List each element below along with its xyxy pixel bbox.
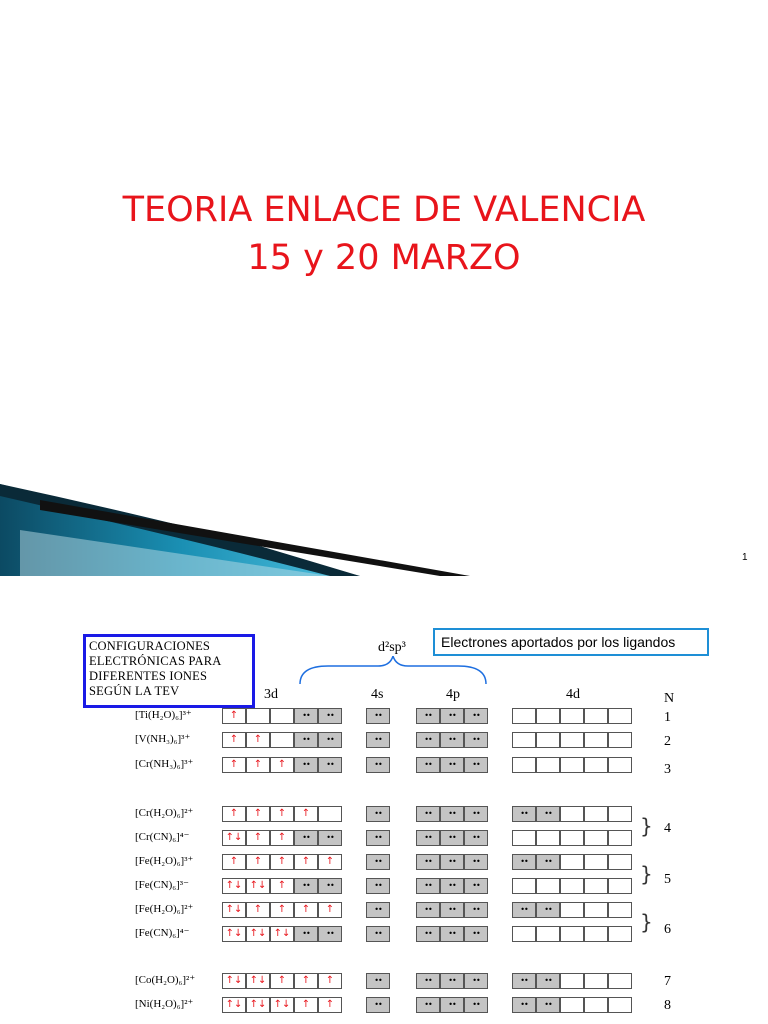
orbital-box: •• bbox=[416, 878, 440, 894]
orbital-box: ↑ bbox=[294, 806, 318, 822]
orbital-box: •• bbox=[416, 830, 440, 846]
orbital-box bbox=[584, 973, 608, 989]
orbital-box: ↑ bbox=[222, 708, 246, 724]
orbital-box bbox=[608, 732, 632, 748]
orbital-box: ↑ bbox=[246, 757, 270, 773]
orbital-box: •• bbox=[318, 926, 342, 942]
orbital-box bbox=[560, 830, 584, 846]
orbital-box: •• bbox=[512, 997, 536, 1013]
orbital-box: •• bbox=[366, 878, 390, 894]
orbital-box bbox=[246, 708, 270, 724]
orbital-box bbox=[560, 732, 584, 748]
orbital-box: •• bbox=[294, 830, 318, 846]
orbital-box: •• bbox=[294, 926, 318, 942]
orbital-box: ↑ bbox=[270, 973, 294, 989]
orbital-box bbox=[608, 757, 632, 773]
orbital-box bbox=[270, 732, 294, 748]
orbital-box: •• bbox=[464, 708, 488, 724]
orbital-box: ↑↓ bbox=[246, 973, 270, 989]
orbital-box: ↑ bbox=[270, 830, 294, 846]
orbital-box bbox=[512, 830, 536, 846]
orbital-box bbox=[560, 878, 584, 894]
orbital-box: •• bbox=[440, 854, 464, 870]
orbital-box: •• bbox=[318, 708, 342, 724]
orbital-box: ↑↓ bbox=[222, 902, 246, 918]
orbital-box: •• bbox=[416, 757, 440, 773]
orbital-box bbox=[608, 854, 632, 870]
orbital-box: •• bbox=[416, 854, 440, 870]
orbital-box: •• bbox=[464, 757, 488, 773]
header-4d: 4d bbox=[566, 687, 580, 702]
orbital-box: •• bbox=[318, 757, 342, 773]
orbital-box: ↑↓ bbox=[222, 878, 246, 894]
n-value: 7 bbox=[664, 974, 671, 989]
config-box-line: ELECTRÓNICAS PARA bbox=[89, 654, 222, 668]
orbital-box bbox=[270, 708, 294, 724]
orbital-box bbox=[512, 732, 536, 748]
n-value: 4 bbox=[664, 821, 671, 836]
orbital-box bbox=[608, 902, 632, 918]
orbital-box bbox=[560, 926, 584, 942]
orbital-box: •• bbox=[464, 732, 488, 748]
orbital-box bbox=[512, 878, 536, 894]
orbital-box bbox=[560, 806, 584, 822]
orbital-box: •• bbox=[536, 997, 560, 1013]
orbital-box: ↑ bbox=[294, 902, 318, 918]
n-value: 6 bbox=[664, 922, 671, 937]
orbital-box: •• bbox=[536, 854, 560, 870]
orbital-box: ↑ bbox=[246, 806, 270, 822]
orbital-box bbox=[584, 878, 608, 894]
orbital-box bbox=[584, 902, 608, 918]
orbital-box: •• bbox=[416, 997, 440, 1013]
orbital-box: •• bbox=[440, 708, 464, 724]
orbital-box: •• bbox=[464, 997, 488, 1013]
ion-formula: [Cr(CN)₆]⁴⁻ bbox=[135, 831, 190, 843]
orbital-box bbox=[560, 854, 584, 870]
slide-number: 1 bbox=[742, 552, 748, 563]
orbital-box: •• bbox=[440, 830, 464, 846]
decorative-wave-graphic bbox=[0, 470, 470, 576]
orbital-box: ↑↓ bbox=[222, 926, 246, 942]
orbital-box: ↑ bbox=[294, 973, 318, 989]
orbital-box bbox=[584, 997, 608, 1013]
ion-formula: [Cr(NH₃)₆]³⁺ bbox=[135, 758, 194, 770]
n-value: 1 bbox=[664, 710, 671, 725]
orbital-box: •• bbox=[416, 806, 440, 822]
orbital-box bbox=[584, 830, 608, 846]
orbital-box: •• bbox=[366, 806, 390, 822]
orbital-box bbox=[584, 806, 608, 822]
orbital-box: •• bbox=[366, 997, 390, 1013]
orbital-box: ↑↓ bbox=[270, 997, 294, 1013]
orbital-box: •• bbox=[440, 973, 464, 989]
ion-formula: [V(NH₃)₆]³⁺ bbox=[135, 733, 191, 745]
configuration-slide bbox=[0, 576, 768, 1024]
orbital-box: •• bbox=[440, 926, 464, 942]
orbital-box bbox=[560, 997, 584, 1013]
orbital-box: •• bbox=[464, 854, 488, 870]
ion-formula: [Fe(CN)₆]⁴⁻ bbox=[135, 927, 190, 939]
orbital-box: •• bbox=[294, 732, 318, 748]
n-value: 3 bbox=[664, 762, 671, 777]
orbital-box: ↑ bbox=[318, 854, 342, 870]
orbital-box bbox=[608, 878, 632, 894]
orbital-box bbox=[560, 757, 584, 773]
orbital-box bbox=[536, 926, 560, 942]
orbital-box: ↑↓ bbox=[222, 997, 246, 1013]
orbital-box: •• bbox=[366, 757, 390, 773]
n-value: 5 bbox=[664, 872, 671, 887]
group-brace-6: } bbox=[640, 910, 653, 934]
orbital-box bbox=[584, 757, 608, 773]
orbital-box: •• bbox=[440, 997, 464, 1013]
orbital-box: •• bbox=[294, 708, 318, 724]
orbital-box: ↑ bbox=[318, 997, 342, 1013]
orbital-box bbox=[584, 732, 608, 748]
orbital-box: ↑↓ bbox=[246, 926, 270, 942]
orbital-box: ↑ bbox=[294, 854, 318, 870]
orbital-box: ↑ bbox=[222, 732, 246, 748]
orbital-box: •• bbox=[416, 708, 440, 724]
orbital-box bbox=[536, 878, 560, 894]
ligand-electrons-box: Electrones aportados por los ligandos bbox=[433, 628, 709, 656]
orbital-box: ↑↓ bbox=[222, 973, 246, 989]
orbital-box bbox=[608, 973, 632, 989]
orbital-box bbox=[608, 997, 632, 1013]
orbital-box: ↑↓ bbox=[270, 926, 294, 942]
orbital-box bbox=[584, 926, 608, 942]
n-value: 8 bbox=[664, 998, 671, 1013]
orbital-box: •• bbox=[294, 878, 318, 894]
orbital-box: •• bbox=[366, 830, 390, 846]
orbital-box: •• bbox=[318, 878, 342, 894]
orbital-box bbox=[560, 973, 584, 989]
ion-formula: [Fe(CN)₆]³⁻ bbox=[135, 879, 189, 891]
orbital-box: •• bbox=[366, 973, 390, 989]
orbital-box: •• bbox=[294, 757, 318, 773]
orbital-box: •• bbox=[464, 878, 488, 894]
orbital-box bbox=[512, 926, 536, 942]
header-3d: 3d bbox=[264, 687, 278, 702]
orbital-box bbox=[608, 830, 632, 846]
orbital-box: •• bbox=[366, 708, 390, 724]
orbital-box: •• bbox=[416, 926, 440, 942]
slide-title-line2: 15 y 20 MARZO bbox=[247, 238, 521, 278]
orbital-box: •• bbox=[318, 830, 342, 846]
orbital-box: •• bbox=[318, 732, 342, 748]
orbital-box: ↑ bbox=[294, 997, 318, 1013]
orbital-box: ↑ bbox=[246, 732, 270, 748]
orbital-box bbox=[512, 708, 536, 724]
orbital-box: •• bbox=[464, 926, 488, 942]
hybridization-brace bbox=[298, 656, 488, 686]
orbital-box: •• bbox=[536, 902, 560, 918]
orbital-box: •• bbox=[366, 926, 390, 942]
orbital-box: •• bbox=[366, 902, 390, 918]
orbital-box: ↑ bbox=[270, 878, 294, 894]
config-box-line: CONFIGURACIONES bbox=[89, 639, 211, 653]
orbital-box: •• bbox=[512, 806, 536, 822]
orbital-box bbox=[536, 732, 560, 748]
orbital-box: •• bbox=[512, 854, 536, 870]
orbital-box: •• bbox=[464, 806, 488, 822]
ion-formula: [Fe(H₂O)₆]³⁺ bbox=[135, 855, 194, 867]
orbital-box: •• bbox=[416, 973, 440, 989]
header-4s: 4s bbox=[371, 687, 384, 702]
orbital-box bbox=[512, 757, 536, 773]
orbital-box: ↑ bbox=[270, 806, 294, 822]
orbital-box bbox=[536, 830, 560, 846]
ion-formula: [Ti(H₂O)₆]³⁺ bbox=[135, 709, 192, 721]
slide-title-line1: TEORIA ENLACE DE VALENCIA bbox=[122, 190, 646, 230]
orbital-box: ↑ bbox=[246, 854, 270, 870]
orbital-box: •• bbox=[464, 973, 488, 989]
config-box-line: SEGÚN LA TEV bbox=[89, 684, 180, 698]
orbital-box: ↑ bbox=[246, 902, 270, 918]
orbital-box bbox=[608, 708, 632, 724]
group-brace-4: } bbox=[640, 814, 653, 838]
orbital-box: ↑↓ bbox=[246, 997, 270, 1013]
orbital-box: ↑ bbox=[270, 757, 294, 773]
group-brace-5: } bbox=[640, 862, 653, 886]
orbital-box: •• bbox=[366, 732, 390, 748]
orbital-box bbox=[560, 708, 584, 724]
orbital-box bbox=[560, 902, 584, 918]
header-4p: 4p bbox=[446, 687, 460, 702]
orbital-box: ↑↓ bbox=[246, 878, 270, 894]
orbital-box: •• bbox=[464, 830, 488, 846]
orbital-box: •• bbox=[366, 854, 390, 870]
orbital-box: ↑ bbox=[222, 854, 246, 870]
orbital-box: •• bbox=[536, 806, 560, 822]
orbital-box: •• bbox=[440, 878, 464, 894]
ion-formula: [Fe(H₂O)₆]²⁺ bbox=[135, 903, 194, 915]
orbital-box: •• bbox=[440, 757, 464, 773]
ion-formula: [Ni(H₂O)₆]²⁺ bbox=[135, 998, 194, 1010]
ion-formula: [Co(H₂O)₆]²⁺ bbox=[135, 974, 196, 986]
n-value: 2 bbox=[664, 734, 671, 749]
orbital-box: ↑ bbox=[318, 973, 342, 989]
orbital-box bbox=[536, 708, 560, 724]
orbital-box: ↑↓ bbox=[222, 830, 246, 846]
orbital-box bbox=[318, 806, 342, 822]
hybridization-label: d²sp³ bbox=[378, 640, 406, 655]
ion-formula: [Cr(H₂O)₆]²⁺ bbox=[135, 807, 194, 819]
orbital-box bbox=[584, 708, 608, 724]
orbital-box: ↑ bbox=[270, 902, 294, 918]
orbital-box: •• bbox=[416, 902, 440, 918]
header-n: N bbox=[664, 691, 675, 706]
orbital-box bbox=[536, 757, 560, 773]
orbital-box: ↑ bbox=[246, 830, 270, 846]
orbital-box: •• bbox=[440, 732, 464, 748]
orbital-box: ↑ bbox=[318, 902, 342, 918]
configurations-label-box bbox=[83, 634, 255, 708]
orbital-box: •• bbox=[464, 902, 488, 918]
orbital-box bbox=[608, 926, 632, 942]
orbital-box: •• bbox=[440, 806, 464, 822]
orbital-box: •• bbox=[512, 973, 536, 989]
config-box-line: DIFERENTES IONES bbox=[89, 669, 208, 683]
orbital-box: •• bbox=[512, 902, 536, 918]
orbital-box: •• bbox=[440, 902, 464, 918]
orbital-box: •• bbox=[416, 732, 440, 748]
orbital-box: •• bbox=[536, 973, 560, 989]
orbital-box: ↑ bbox=[222, 757, 246, 773]
orbital-box bbox=[608, 806, 632, 822]
orbital-box: ↑ bbox=[270, 854, 294, 870]
orbital-box: ↑ bbox=[222, 806, 246, 822]
orbital-box bbox=[584, 854, 608, 870]
